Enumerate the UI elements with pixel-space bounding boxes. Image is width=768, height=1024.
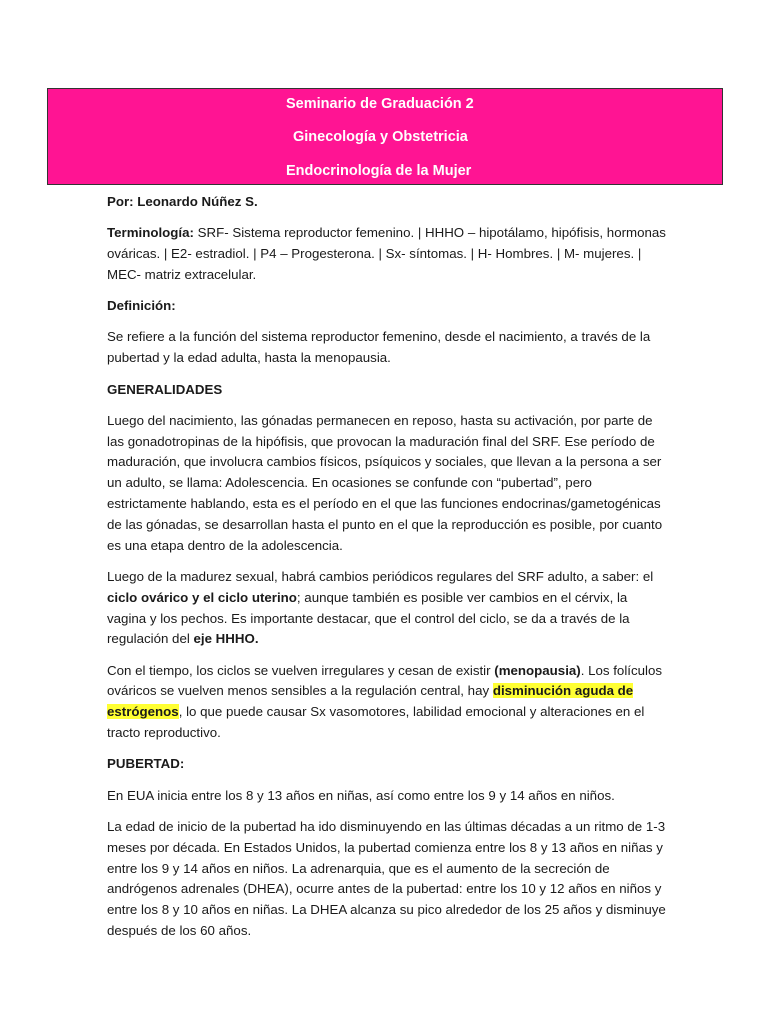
pubertad-paragraph-2: La edad de inicio de la pubertad ha ido disminuyendo en las últimas décadas a un ritmo de 1-3 meses por década. En Estados Unidos, la pubertad comienza entre los 8 y 13 años en niñas y entre los 9 y 14 años en niños. La adrenarquia, que es el aumento de la secreción de andrógenos adrenales (DHEA), ocurre antes de la pubertad: entre los 10 y 12 años en niños y entre los 8 y 10 años en niñas. La DHEA alcanza su pico alrededor de los 25 años y disminuye después de los 60 años.: [107, 818, 666, 938]
author-line: Por: Leonardo Núñez S.: [107, 194, 258, 209]
pubertad-heading: PUBERTAD:: [107, 756, 185, 772]
terminology-label: Terminología:: [107, 225, 194, 241]
text-run: Luego de la madurez sexual, habrá cambios periódicos regulares del SRF adulto, a saber: el: [107, 568, 654, 584]
subject-title: Ginecología y Obstetricia: [293, 129, 468, 145]
topic-title: Endocrinología de la Mujer: [286, 163, 472, 179]
text-run: , lo que puede causar Sx vasomotores, labilidad emocional y alteraciones en el tracto reproductivo.: [107, 704, 645, 741]
bold-term: (menopausia): [494, 662, 581, 678]
text-run: ; aunque también es posible ver cambios en el cérvix, la vagina y los pechos. Es importante destacar, que el control del ciclo, se da a través de la regulación del: [107, 589, 630, 647]
definition-heading: Definición:: [107, 298, 176, 314]
bold-term: eje HHHO.: [193, 631, 259, 647]
generalidades-paragraph-2: [107, 567, 667, 650]
text-run: . Los folículos ováricos se vuelven menos sensibles a la regulación central, hay: [107, 662, 663, 699]
terminology-text: SRF- Sistema reproductor femenino. | HHHO – hipotálamo, hipófisis, hormonas ováricas. | E2- estradiol. | P4 – Progesterona. | Sx- síntomas. | H- Hombres. | M- mujeres. | MEC- matriz extracelular.: [107, 225, 666, 282]
terminology-paragraph: [107, 223, 667, 285]
title-banner: [47, 88, 723, 185]
generalidades-paragraph-3: [107, 661, 667, 744]
text-run: Con el tiempo, los ciclos se vuelven irregulares y cesan de existir: [107, 662, 495, 678]
highlighted-term: disminución aguda de estrógenos: [107, 683, 634, 720]
pubertad-paragraph-1: En EUA inicia entre los 8 y 13 años en niñas, así como entre los 9 y 14 años en niños.: [107, 787, 615, 803]
generalidades-heading: GENERALIDADES: [107, 381, 223, 397]
bold-term: ciclo ovárico y el ciclo uterino: [107, 589, 297, 605]
definition-text: Se refiere a la función del sistema reproductor femenino, desde el nacimiento, a través de la pubertad y la edad adulta, hasta la menopausia.: [107, 329, 651, 366]
generalidades-paragraph-1: Luego del nacimiento, las gónadas permanecen en reposo, hasta su activación, por parte de las gonadotropinas de la hipófisis, que provocan la maduración final del SRF. Ese período de maduración, que involucra cambios físicos, psíquicos y sociales, que llevan a la persona a ser un adulto, se llama: Adolescencia. En ocasiones se confunde con “pubertad”, pero estrictamente hablando, esta es el período en el que las funciones endocrinas/gametogénicas de las gónadas, se desarrollan hasta el punto en el que la reproducción es posible, por cuanto es una etapa dentro de la adolescencia.: [107, 412, 663, 553]
document-body: [107, 192, 667, 952]
seminar-title: Seminario de Graduación 2: [286, 96, 474, 112]
